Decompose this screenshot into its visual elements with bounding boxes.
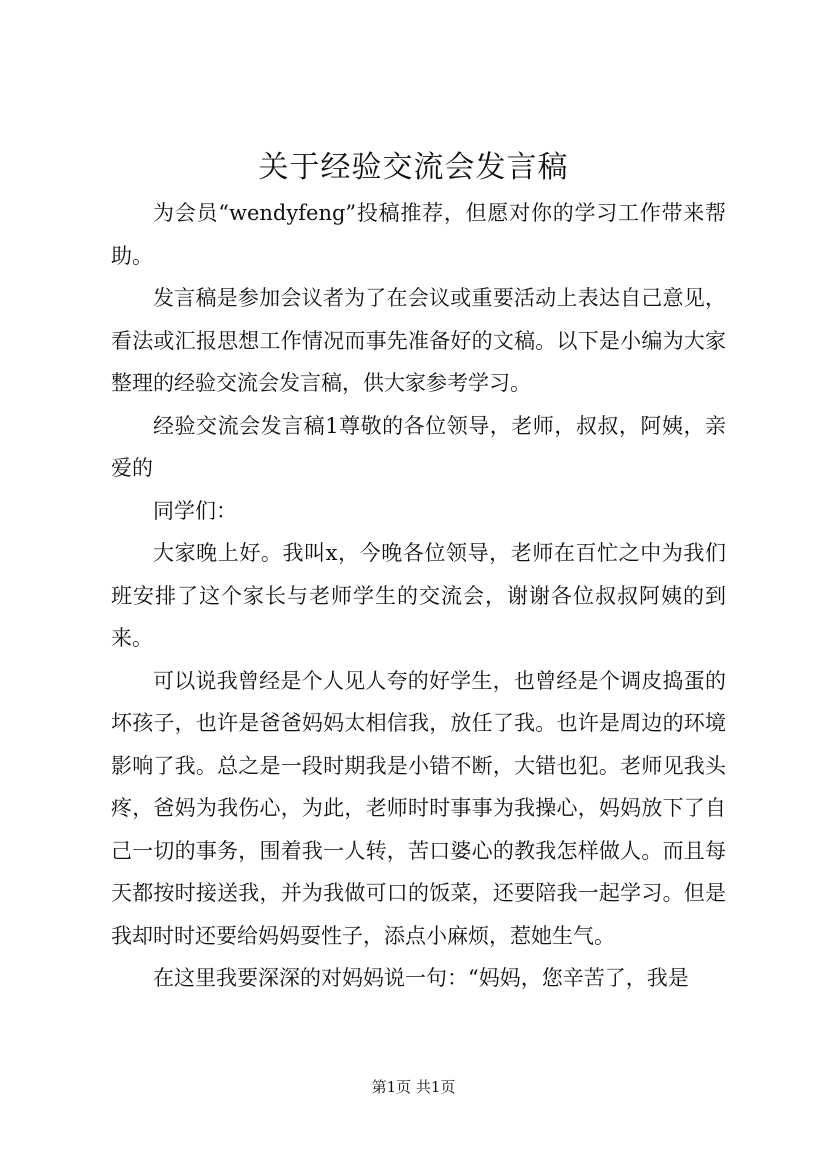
document-title: 关于经验交流会发言稿 bbox=[258, 150, 569, 185]
paragraph-story: 可以说我曾经是个人见人夸的好学生，也曾经是个调皮捣蛋的坏孩子，也许是爸爸妈妈太相信我，放任了我。也许是周边的环境影响了我。总之是一段时期我是小错不断，大错也犯。老师见我头疼，爸妈为我伤心，为此，老师时时事事为我操心，妈妈放下了自己一切的事务，围着我一人转，苦口婆心的教我怎样做人。而且每天都按时接送我，并为我做可口的饭菜，还要陪我一起学习。但是我却时时还要给妈妈耍性子，添点小麻烦，惹她生气。 bbox=[111, 668, 726, 948]
paragraph-intro: 为会员“wendyfeng”投稿推荐，但愿对你的学习工作带来帮助。 bbox=[111, 201, 726, 268]
paragraph-classmates: 同学们： bbox=[153, 498, 237, 523]
paragraph-definition: 发言稿是参加会议者为了在会议或重要活动上表达自己意见，看法或汇报思想工作情况而事先准备好的文稿。以下是小编为大家整理的经验交流会发言稿，供大家参考学习。 bbox=[111, 286, 726, 395]
document-body bbox=[111, 192, 726, 1000]
paragraph-greeting: 大家晚上好。我叫x，今晚各位领导，老师在百忙之中为我们班安排了这个家长与老师学生的交流会，谢谢各位叔叔阿姨的到来。 bbox=[111, 541, 726, 650]
paragraph-salutation: 经验交流会发言稿1尊敬的各位领导，老师，叔叔，阿姨，亲爱的 bbox=[111, 413, 726, 480]
paragraph-thanks: 在这里我要深深的对妈妈说一句：“妈妈，您辛苦了，我是 bbox=[153, 966, 689, 990]
page-footer: 第1页 共1页 bbox=[371, 1078, 456, 1096]
